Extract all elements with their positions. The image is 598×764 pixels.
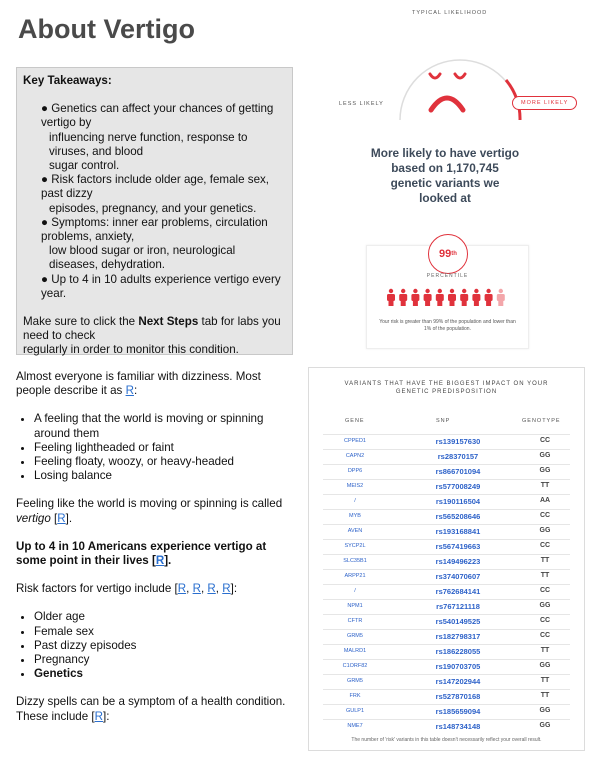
paragraph-risk-factors: Risk factors for vertigo include [R, R, R, R]: bbox=[16, 582, 238, 596]
variants-table bbox=[308, 367, 585, 751]
person-icon bbox=[497, 289, 505, 306]
snp-cell[interactable]: rs28370157 bbox=[437, 452, 479, 461]
genotype-cell: GG bbox=[539, 452, 551, 459]
snp-cell[interactable]: rs866701094 bbox=[435, 467, 481, 476]
sad-face-icon bbox=[425, 68, 485, 118]
snp-cell[interactable]: rs565208646 bbox=[435, 512, 481, 521]
list-item: • Feeling floaty, woozy, or heavy-headed bbox=[34, 455, 298, 469]
table-row bbox=[323, 464, 570, 480]
gene-cell[interactable]: MYB bbox=[349, 513, 361, 519]
column-header-genotype: GENOTYPE bbox=[522, 418, 561, 424]
gene-cell[interactable]: MALRD1 bbox=[343, 648, 367, 654]
snp-cell[interactable]: rs567419663 bbox=[435, 542, 481, 551]
gene-cell[interactable]: CPPED1 bbox=[343, 438, 366, 444]
gene-cell[interactable]: NPM1 bbox=[347, 603, 363, 609]
likelihood-gauge bbox=[330, 0, 590, 215]
table-row bbox=[323, 524, 570, 540]
paragraph-dizziness: Almost everyone is familiar with dizziness. Most people describe it as R: bbox=[16, 370, 261, 398]
snp-cell[interactable]: rs193168841 bbox=[435, 527, 481, 536]
table-row bbox=[323, 584, 570, 600]
risk-factor-list bbox=[16, 610, 298, 681]
snp-cell[interactable]: rs190116504 bbox=[435, 497, 481, 506]
takeaway-line: influencing nerve function, response to viruses, and blood bbox=[49, 130, 248, 158]
article-body bbox=[16, 370, 298, 738]
next-steps-link[interactable]: Next Steps bbox=[138, 315, 199, 329]
genotype-cell: CC bbox=[539, 512, 551, 519]
list-item: • Older age bbox=[34, 610, 298, 624]
person-icon bbox=[387, 289, 395, 306]
takeaway-line: ● Up to 4 in 10 adults experience vertigo every year. bbox=[41, 272, 281, 300]
typical-likelihood-label: TYPICAL LIKELIHOOD bbox=[412, 10, 488, 16]
gene-cell[interactable]: DPP6 bbox=[347, 468, 363, 474]
genotype-cell: CC bbox=[539, 632, 551, 639]
snp-cell[interactable]: rs190703705 bbox=[435, 662, 481, 671]
takeaway-line: low blood sugar or iron, neurological diseases, dehydration. bbox=[49, 244, 236, 272]
table-row bbox=[323, 539, 570, 555]
takeaway-line: sugar control. bbox=[49, 159, 120, 173]
snp-cell[interactable]: rs540149525 bbox=[435, 617, 481, 626]
next-steps-note: Make sure to click the Next Steps tab for labs you need to check regularly in order to monitor this condition. bbox=[23, 315, 281, 357]
genotype-cell: TT bbox=[540, 647, 550, 654]
page-title: About Vertigo bbox=[18, 14, 195, 44]
genotype-cell: GG bbox=[539, 467, 551, 474]
genotype-cell: CC bbox=[539, 542, 551, 549]
gene-cell[interactable]: / bbox=[354, 498, 356, 504]
gene-cell[interactable]: C1ORF82 bbox=[342, 663, 368, 669]
variants-title: VARIANTS THAT HAVE THE BIGGEST IMPACT ON YOUR GENETIC PREDISPOSITION bbox=[344, 381, 549, 395]
key-takeaways-box bbox=[16, 67, 293, 355]
snp-cell[interactable]: rs147202944 bbox=[435, 677, 481, 686]
snp-cell[interactable]: rs186228055 bbox=[435, 647, 481, 656]
gene-cell[interactable]: AVEN bbox=[347, 528, 363, 534]
reference-link[interactable]: R bbox=[192, 582, 201, 596]
table-row bbox=[323, 479, 570, 495]
takeaway-line: ● Symptoms: inner ear problems, circulation problems, anxiety, bbox=[41, 215, 268, 244]
genotype-cell: TT bbox=[540, 692, 550, 699]
list-item: • A feeling that the world is moving or spinning around them bbox=[34, 412, 298, 440]
reference-link[interactable]: R bbox=[177, 582, 187, 596]
paragraph-prevalence: Up to 4 in 10 Americans experience vertigo at some point in their lives [R]. bbox=[16, 539, 267, 568]
reference-link[interactable]: R bbox=[222, 582, 231, 596]
population-icons bbox=[385, 288, 511, 308]
reference-link[interactable]: R bbox=[94, 709, 104, 723]
genotype-cell: GG bbox=[539, 722, 551, 729]
table-row bbox=[323, 659, 570, 675]
person-icon bbox=[411, 289, 419, 306]
person-icon bbox=[436, 289, 444, 306]
snp-cell[interactable]: rs577008249 bbox=[435, 482, 481, 491]
gene-cell[interactable]: GRM5 bbox=[347, 633, 363, 639]
less-likely-label: LESS LIKELY bbox=[339, 101, 384, 107]
genotype-cell: GG bbox=[539, 707, 551, 714]
reference-link[interactable]: R bbox=[155, 554, 165, 568]
table-row bbox=[323, 509, 570, 525]
gene-cell[interactable]: FRK bbox=[349, 693, 361, 699]
snp-cell[interactable]: rs148734148 bbox=[435, 722, 481, 731]
table-row bbox=[323, 689, 570, 705]
reference-link[interactable]: R bbox=[207, 582, 216, 596]
percentile-card bbox=[366, 245, 529, 349]
table-row bbox=[323, 599, 570, 615]
snp-cell[interactable]: rs374070607 bbox=[435, 572, 481, 581]
snp-cell[interactable]: rs762684141 bbox=[435, 587, 481, 596]
list-item: • Pregnancy bbox=[34, 653, 298, 667]
genotype-cell: TT bbox=[540, 677, 550, 684]
likelihood-summary: More likely to have vertigo based on 1,170,745 genetic variants we looked at bbox=[370, 146, 520, 205]
percentile-label: PERCENTILE bbox=[426, 273, 469, 279]
more-likely-label: MORE LIKELY bbox=[512, 96, 577, 110]
column-header-gene: GENE bbox=[345, 418, 365, 424]
takeaway-line: ● Risk factors include older age, female sex, past dizzy bbox=[41, 173, 270, 201]
table-row bbox=[323, 434, 570, 450]
percentile-note: Your risk is greater than 99% of the population and lower than 1% of the population. bbox=[379, 319, 516, 332]
genotype-cell: CC bbox=[539, 617, 551, 624]
table-row bbox=[323, 719, 570, 735]
person-icon bbox=[399, 289, 407, 306]
gene-cell[interactable]: CAPN2 bbox=[345, 453, 365, 459]
snp-cell[interactable]: rs182798317 bbox=[435, 632, 481, 641]
table-row bbox=[323, 704, 570, 720]
genotype-cell: GG bbox=[539, 602, 551, 609]
takeaway-line: ● Genetics can affect your chances of getting vertigo by bbox=[41, 102, 274, 130]
snp-cell[interactable]: rs149496223 bbox=[435, 557, 481, 566]
gene-cell[interactable]: GRM5 bbox=[347, 678, 363, 684]
snp-cell[interactable]: rs139157630 bbox=[435, 437, 481, 446]
person-icon bbox=[448, 289, 456, 306]
table-row bbox=[323, 449, 570, 465]
list-item: • Past dizzy episodes bbox=[34, 639, 298, 653]
percentile-badge: 99 th bbox=[428, 234, 468, 274]
key-takeaways-heading: Key Takeaways: bbox=[23, 74, 112, 87]
person-icon bbox=[472, 289, 480, 306]
person-icon bbox=[485, 289, 493, 306]
gene-cell[interactable]: MEIS2 bbox=[346, 483, 364, 489]
table-row bbox=[323, 569, 570, 585]
list-item: • Genetics bbox=[34, 667, 298, 681]
list-item: • Female sex bbox=[34, 625, 298, 639]
table-row bbox=[323, 554, 570, 570]
gene-cell[interactable]: CFTR bbox=[347, 618, 363, 624]
table-row bbox=[323, 629, 570, 645]
gene-cell[interactable]: SLC35B1 bbox=[343, 558, 367, 564]
genotype-cell: TT bbox=[540, 557, 550, 564]
person-icon bbox=[424, 289, 432, 306]
genotype-cell: AA bbox=[539, 497, 551, 504]
genotype-cell: TT bbox=[540, 572, 550, 579]
genotype-cell: GG bbox=[539, 662, 551, 669]
table-row bbox=[323, 494, 570, 510]
genotype-cell: CC bbox=[539, 587, 551, 594]
gene-cell[interactable]: SYCP2L bbox=[344, 543, 366, 549]
genotype-cell: GG bbox=[539, 527, 551, 534]
takeaway-line: episodes, pregnancy, and your genetics. bbox=[49, 201, 257, 215]
table-row bbox=[323, 644, 570, 660]
variants-footnote: The number of 'risk' variants in this table doesn't necessarily reflect your overall result. bbox=[351, 737, 542, 743]
dizziness-list bbox=[16, 412, 298, 483]
reference-link[interactable]: R bbox=[57, 511, 66, 525]
column-header-snp: SNP bbox=[436, 418, 451, 424]
snp-cell[interactable]: rs527870168 bbox=[435, 692, 481, 701]
table-row bbox=[323, 674, 570, 690]
gene-cell[interactable]: / bbox=[354, 588, 356, 594]
snp-cell[interactable]: rs185659094 bbox=[435, 707, 481, 716]
paragraph-conditions: Dizzy spells can be a symptom of a health condition. These include [R]: bbox=[16, 695, 286, 723]
genotype-cell: TT bbox=[540, 482, 550, 489]
list-item: • Losing balance bbox=[34, 469, 298, 483]
paragraph-vertigo: Feeling like the world is moving or spinning is called vertigo [R]. bbox=[16, 497, 283, 525]
snp-cell[interactable]: rs767121118 bbox=[436, 602, 480, 611]
reference-link[interactable]: R bbox=[125, 384, 134, 398]
list-item: • Feeling lightheaded or faint bbox=[34, 441, 298, 455]
gene-cell[interactable]: NME7 bbox=[347, 723, 363, 729]
gene-cell[interactable]: GULP1 bbox=[345, 708, 365, 714]
person-icon bbox=[460, 289, 468, 306]
table-row bbox=[323, 614, 570, 630]
gene-cell[interactable]: ARPP21 bbox=[344, 573, 366, 579]
genotype-cell: CC bbox=[539, 437, 551, 444]
